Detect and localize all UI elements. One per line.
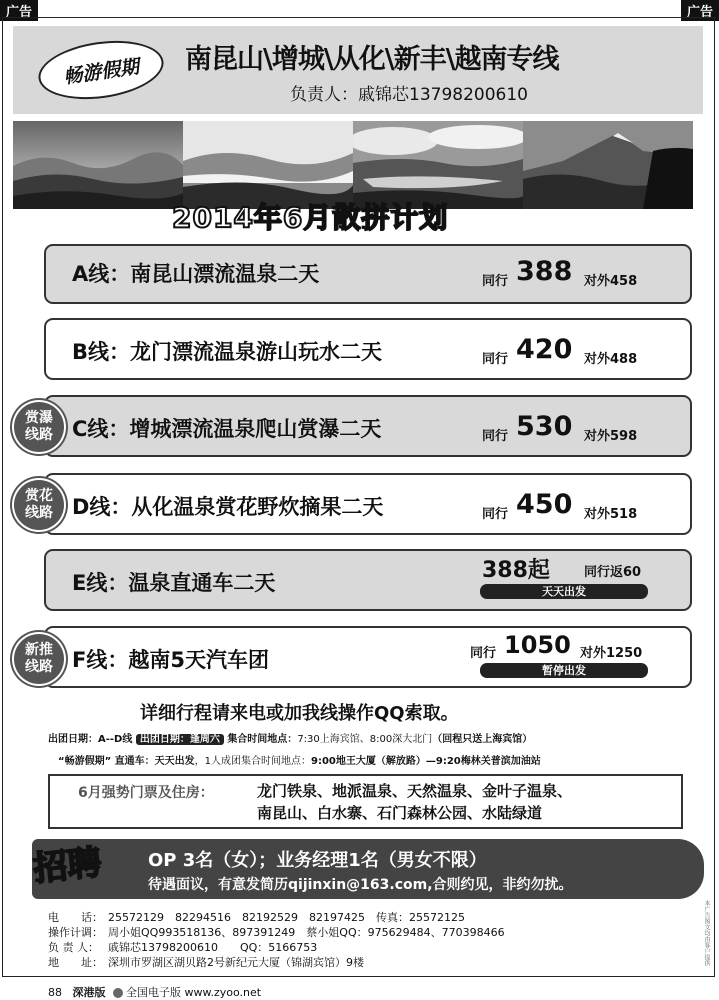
tickets-label: 6月强势门票及住房： [78, 785, 214, 801]
express-detail: ，1人成团集合时间地点： [194, 756, 312, 767]
tour-line-b [44, 318, 692, 380]
info-value: 25572129 82294516 82192529 82197425 传真：25572125 [108, 911, 465, 924]
info-key: 负 责 人： [48, 941, 99, 954]
info-value: 戚锦芯13798200610 QQ：5166753 [108, 941, 318, 954]
info-key: 操作计调： [48, 926, 103, 939]
peer-price: 530 [516, 411, 573, 442]
page-footer [48, 984, 261, 1000]
peer-label: 同行 [470, 646, 497, 661]
line-name: E线：温泉直通车二天 [72, 571, 276, 595]
info-manager [48, 939, 317, 955]
retail-price [580, 642, 642, 661]
express-info [58, 752, 541, 767]
retail-price [584, 425, 637, 444]
departure-status: 天天出发 [480, 584, 648, 599]
express-brand: “畅游假期” [58, 756, 112, 767]
badge-text-1: 赏瀑 [25, 410, 53, 426]
tour-line-a [44, 244, 692, 304]
landscape-photo-1 [13, 121, 183, 209]
peer-price: 388 [516, 256, 573, 287]
landscape-photo-4 [523, 121, 693, 209]
retail-price [584, 503, 637, 522]
badge-text-1: 赏花 [25, 488, 53, 504]
line-badge-f [14, 634, 64, 684]
logo-text: 畅游假期 [62, 55, 141, 88]
peer-price: 450 [516, 489, 573, 520]
retail-label: 对外 [584, 507, 611, 522]
vertical-disclaimer: 本广告图文均由客户提供 [703, 900, 710, 966]
express-label: 直通车：天天出发 [114, 756, 195, 767]
line-name: C线：增城漂流温泉爬山赏瀑二天 [72, 417, 382, 441]
page-number: 88 [48, 986, 62, 999]
info-address [48, 954, 364, 970]
badge-text-2: 线路 [25, 659, 53, 675]
retail-price [584, 348, 637, 367]
tickets-box [48, 774, 683, 829]
peer-price: 420 [516, 334, 573, 365]
line-name: A线：南昆山漂流温泉二天 [72, 262, 320, 286]
tour-line-f [44, 626, 692, 688]
ad-label-right: 广告 [681, 0, 719, 21]
retail-label: 对外 [580, 646, 607, 661]
info-phone [48, 909, 465, 925]
info-key: 地 址： [48, 956, 103, 969]
info-operators [48, 924, 505, 940]
page-title: 南昆山\增城\从化\新丰\越南专线 [185, 44, 559, 75]
peer-refund: 同行返60 [584, 565, 642, 580]
return-note: （回程只送上海宾馆） [432, 734, 533, 745]
edition-label: 深港版 [72, 986, 106, 999]
recruit-details: 待遇面议，有意发简历qijinxin@163.com,合则约见，非约勿扰。 [148, 877, 573, 893]
meet-value: 7:30上海宾馆、8:00深大北门 [297, 734, 433, 745]
peer-price: 388起 [482, 558, 550, 583]
departure-tag: 出团日期：逢周六 [136, 734, 224, 745]
peer-label: 同行 [482, 507, 509, 522]
retail-value: 1250 [606, 646, 643, 661]
retail-value: 518 [610, 507, 638, 522]
retail-label: 对外 [584, 352, 611, 367]
line-name: B线：龙门漂流温泉游山玩水二天 [72, 340, 383, 364]
tour-line-c [44, 395, 692, 457]
header-contact: 负责人：戚锦芯13798200610 [290, 85, 528, 105]
retail-value: 458 [610, 274, 638, 289]
info-value: 深圳市罗湖区湖贝路2号新纪元大厦（锦湖宾馆）9楼 [108, 956, 364, 969]
retail-label: 对外 [584, 429, 611, 444]
line-name: F线：越南5天汽车团 [72, 648, 269, 672]
ad-label-left: 广告 [0, 0, 38, 21]
line-name: D线：从化温泉赏花野炊摘果二天 [72, 495, 384, 519]
peer-label: 同行 [482, 352, 509, 367]
line-badge-c [14, 402, 64, 452]
recruit-positions: OP 3名（女）；业务经理1名（男女不限） [148, 850, 487, 871]
badge-text-2: 线路 [25, 505, 53, 521]
tickets-line-2: 南昆山、白水寨、石门森林公园、水陆绿道 [257, 804, 543, 822]
peer-label: 同行 [482, 429, 509, 444]
retail-value: 598 [610, 429, 638, 444]
badge-text-2: 线路 [25, 427, 53, 443]
info-key: 电 话： [48, 911, 103, 924]
peer-price: 1050 [504, 631, 571, 659]
footer-site: 全国电子版 www.zyoo.net [126, 986, 262, 999]
departure-status: 暂停出发 [480, 663, 648, 678]
recruit-mark: 招聘 [31, 842, 104, 890]
tickets-line-1: 龙门铁泉、地派温泉、天然温泉、金叶子温泉、 [257, 782, 573, 800]
express-time: 9:00地王大厦（解放路）—9:20梅林关普滨加油站 [311, 756, 541, 767]
line-badge-d [14, 480, 64, 530]
info-value: 周小姐QQ993518136、897391249 蔡小姐QQ：975629484、770398466 [108, 926, 505, 939]
itinerary-note: 详细行程请来电或加我线操作QQ索取。 [140, 703, 459, 724]
retail-price [584, 270, 637, 289]
badge-text-1: 新推 [25, 642, 53, 658]
plan-title: 2014年6月散拼计划 [172, 201, 449, 234]
tour-line-d [44, 473, 692, 535]
tour-line-e [44, 549, 692, 611]
footer-logo-icon [113, 988, 123, 998]
meet-label: 集合时间地点： [227, 734, 298, 745]
retail-label: 对外 [584, 274, 611, 289]
retail-value: 488 [610, 352, 638, 367]
departure-label: 出团日期：A--D线 [48, 734, 133, 745]
peer-label: 同行 [482, 274, 509, 289]
departure-info [48, 730, 532, 745]
